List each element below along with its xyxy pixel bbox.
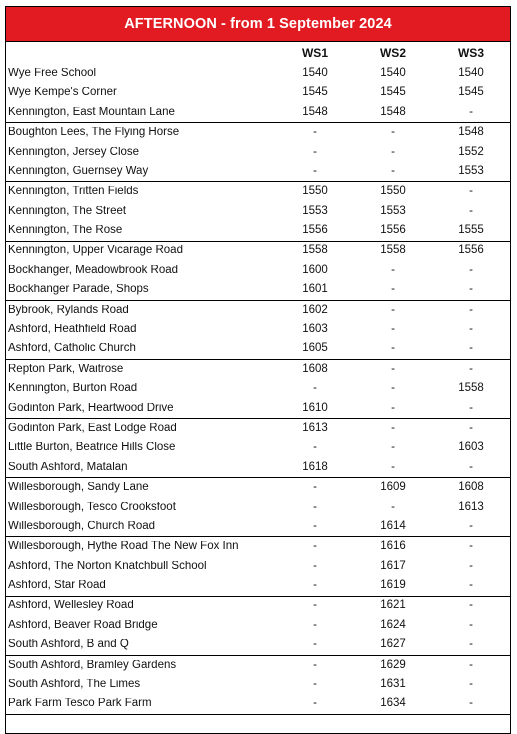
time-ws3: - xyxy=(469,362,473,375)
stop-name: Bockhanger, Meadowbrook Road xyxy=(8,264,179,276)
time-ws3: 1556 xyxy=(458,244,484,257)
time-ws1: 1550 xyxy=(302,185,328,198)
stop-name: Kennington, Jersey Close xyxy=(8,146,140,158)
time-ws3: - xyxy=(469,342,473,355)
time-ws3: - xyxy=(469,185,473,198)
time-ws3: - xyxy=(469,638,473,651)
stop-name: Willesborough, Hythe Road The New Fox Inn xyxy=(8,541,239,553)
time-ws2: - xyxy=(391,500,395,513)
table-row xyxy=(6,261,510,280)
table-row xyxy=(6,695,510,714)
stop-name: Kennington, East Mountain Lane xyxy=(8,106,175,118)
time-ws3: 1553 xyxy=(458,164,484,177)
time-ws3: - xyxy=(469,401,473,414)
stop-name: South Ashford, Matalan xyxy=(8,461,128,473)
stop-name: Ashford, Heathfield Road xyxy=(8,324,137,336)
time-ws3: - xyxy=(469,540,473,553)
time-ws1: - xyxy=(313,126,317,139)
stop-name: Godinton Park, Heartwood Drive xyxy=(8,402,174,414)
time-ws2: - xyxy=(391,382,395,395)
stop-name: Willesborough, Tesco Crooksfoot xyxy=(8,501,176,513)
time-ws2: 1545 xyxy=(380,86,406,99)
time-ws3: 1603 xyxy=(458,441,484,454)
time-ws2: 1553 xyxy=(380,204,406,217)
column-header-ws1: WS1 xyxy=(301,46,328,60)
stop-name: South Ashford, B and Q xyxy=(8,639,129,651)
time-ws3: - xyxy=(469,204,473,217)
time-ws1: 1618 xyxy=(302,460,328,473)
table-row xyxy=(6,103,510,122)
time-ws1: - xyxy=(313,697,317,710)
time-ws1: 1548 xyxy=(302,105,328,118)
table-row xyxy=(6,182,510,201)
time-ws3: - xyxy=(469,579,473,592)
table-row xyxy=(6,576,510,595)
stop-group xyxy=(6,359,510,418)
time-ws1: - xyxy=(313,559,317,572)
time-ws1: 1553 xyxy=(302,204,328,217)
time-ws1: 1556 xyxy=(302,224,328,237)
time-ws3: - xyxy=(469,559,473,572)
table-row xyxy=(6,656,510,675)
time-ws2: - xyxy=(391,303,395,316)
stop-group xyxy=(6,64,510,122)
table-row xyxy=(6,242,510,261)
time-ws2: 1556 xyxy=(380,224,406,237)
time-ws1: - xyxy=(313,638,317,651)
stop-name: Boughton Lees, The Flying Horse xyxy=(8,127,180,139)
table-row xyxy=(6,557,510,576)
column-header-ws2: WS2 xyxy=(379,46,406,60)
time-ws1: 1608 xyxy=(302,362,328,375)
stop-name: Wye Kempe's Corner xyxy=(8,87,117,99)
time-ws1: - xyxy=(313,658,317,671)
time-ws2: - xyxy=(391,401,395,414)
table-row xyxy=(6,675,510,694)
table-row xyxy=(6,301,510,320)
time-ws1: 1600 xyxy=(302,263,328,276)
time-ws1: 1613 xyxy=(302,421,328,434)
time-ws3: - xyxy=(469,599,473,612)
stop-name: Kennington, The Rose xyxy=(8,225,123,237)
time-ws1: - xyxy=(313,164,317,177)
stop-group xyxy=(6,477,510,536)
time-ws3: 1613 xyxy=(458,500,484,513)
stop-name: South Ashford, Bramley Gardens xyxy=(8,659,177,671)
time-ws2: 1617 xyxy=(380,559,406,572)
time-ws1: - xyxy=(313,500,317,513)
stop-name: South Ashford, The Limes xyxy=(8,679,141,691)
time-ws1: 1545 xyxy=(302,86,328,99)
time-ws2: 1631 xyxy=(380,678,406,691)
time-ws3: - xyxy=(469,678,473,691)
table-row xyxy=(6,438,510,457)
stop-group xyxy=(6,181,510,240)
stop-group xyxy=(6,122,510,181)
time-ws2: - xyxy=(391,342,395,355)
time-ws1: - xyxy=(313,618,317,631)
table-row xyxy=(6,399,510,418)
time-ws2: - xyxy=(391,126,395,139)
stop-name: Ashford, Beaver Road Bridge xyxy=(8,619,158,631)
time-ws3: - xyxy=(469,618,473,631)
stop-name: Wye Free School xyxy=(8,67,97,79)
time-ws3: 1552 xyxy=(458,145,484,158)
table-row xyxy=(6,280,510,299)
time-ws3: - xyxy=(469,323,473,336)
time-ws3: - xyxy=(469,421,473,434)
table-row xyxy=(6,320,510,339)
stop-name: Ashford, Wellesley Road xyxy=(8,600,134,612)
timetable xyxy=(5,6,511,734)
time-ws3: - xyxy=(469,697,473,710)
time-ws1: - xyxy=(313,145,317,158)
stop-name: Bockhanger Parade, Shops xyxy=(8,284,149,296)
stop-group xyxy=(6,596,510,655)
table-row xyxy=(6,123,510,142)
table-row xyxy=(6,537,510,556)
column-header-row xyxy=(6,42,510,64)
stop-name: Kennington, Tritten Fields xyxy=(8,186,139,198)
stop-name: Kennington, Burton Road xyxy=(8,383,138,395)
table-row xyxy=(6,458,510,477)
stop-group xyxy=(6,418,510,477)
time-ws3: 1545 xyxy=(458,86,484,99)
time-ws2: 1621 xyxy=(380,599,406,612)
stop-name: Ashford, Star Road xyxy=(8,580,106,592)
table-row xyxy=(6,202,510,221)
time-ws1: 1605 xyxy=(302,342,328,355)
time-ws3: 1555 xyxy=(458,224,484,237)
time-ws1: 1610 xyxy=(302,401,328,414)
time-ws2: 1634 xyxy=(380,697,406,710)
table-row xyxy=(6,616,510,635)
blank-footer-row xyxy=(6,714,510,733)
time-ws1: 1603 xyxy=(302,323,328,336)
time-ws3: 1558 xyxy=(458,382,484,395)
timetable-body xyxy=(6,64,510,714)
time-ws2: 1616 xyxy=(380,540,406,553)
table-row xyxy=(6,64,510,83)
time-ws2: 1609 xyxy=(380,481,406,494)
table-row xyxy=(6,635,510,654)
time-ws3: - xyxy=(469,303,473,316)
time-ws2: 1627 xyxy=(380,638,406,651)
table-row xyxy=(6,419,510,438)
time-ws2: 1540 xyxy=(380,66,406,79)
stop-name: Little Burton, Beatrice Hills Close xyxy=(8,442,176,454)
stop-name: Kennington, Guernsey Way xyxy=(8,165,149,177)
time-ws2: - xyxy=(391,145,395,158)
time-ws3: - xyxy=(469,283,473,296)
table-row xyxy=(6,597,510,616)
table-row xyxy=(6,143,510,162)
time-ws2: 1614 xyxy=(380,519,406,532)
time-ws2: 1619 xyxy=(380,579,406,592)
time-ws1: - xyxy=(313,599,317,612)
time-ws2: - xyxy=(391,441,395,454)
table-row xyxy=(6,162,510,181)
time-ws1: - xyxy=(313,481,317,494)
table-row xyxy=(6,517,510,536)
time-ws3: - xyxy=(469,460,473,473)
time-ws3: 1608 xyxy=(458,481,484,494)
table-row xyxy=(6,221,510,240)
time-ws1: - xyxy=(313,579,317,592)
time-ws2: - xyxy=(391,421,395,434)
time-ws2: 1629 xyxy=(380,658,406,671)
time-ws3: - xyxy=(469,658,473,671)
stop-group xyxy=(6,241,510,300)
table-row xyxy=(6,498,510,517)
time-ws1: - xyxy=(313,540,317,553)
time-ws2: 1548 xyxy=(380,105,406,118)
stop-group xyxy=(6,655,510,714)
table-row xyxy=(6,83,510,102)
table-row xyxy=(6,379,510,398)
time-ws2: 1550 xyxy=(380,185,406,198)
stop-name: Ashford, Catholic Church xyxy=(8,343,136,355)
stop-group xyxy=(6,536,510,595)
timetable-title: AFTERNOON - from 1 September 2024 xyxy=(6,7,510,42)
time-ws1: 1558 xyxy=(302,244,328,257)
stop-name: Kennington, The Street xyxy=(8,205,127,217)
time-ws1: - xyxy=(313,441,317,454)
stop-name: Kennington, Upper Vicarage Road xyxy=(8,245,183,257)
stop-name: Willesborough, Church Road xyxy=(8,520,156,532)
time-ws1: 1602 xyxy=(302,303,328,316)
table-row xyxy=(6,339,510,358)
column-header-ws3: WS3 xyxy=(457,46,484,60)
time-ws2: - xyxy=(391,283,395,296)
time-ws2: - xyxy=(391,362,395,375)
time-ws2: - xyxy=(391,164,395,177)
time-ws1: - xyxy=(313,678,317,691)
time-ws2: - xyxy=(391,263,395,276)
time-ws1: - xyxy=(313,382,317,395)
table-row xyxy=(6,360,510,379)
time-ws1: 1601 xyxy=(302,283,328,296)
stop-group xyxy=(6,300,510,359)
time-ws2: 1624 xyxy=(380,618,406,631)
stop-name: Godinton Park, East Lodge Road xyxy=(8,422,177,434)
time-ws2: 1558 xyxy=(380,244,406,257)
time-ws3: - xyxy=(469,263,473,276)
time-ws1: 1540 xyxy=(302,66,328,79)
time-ws2: - xyxy=(391,323,395,336)
stop-name: Bybrook, Rylands Road xyxy=(8,304,129,316)
stop-name: Park Farm Tesco Park Farm xyxy=(8,698,152,710)
table-row xyxy=(6,478,510,497)
stop-name: Willesborough, Sandy Lane xyxy=(8,482,149,494)
stop-name: Ashford, The Norton Knatchbull School xyxy=(8,560,207,572)
time-ws3: - xyxy=(469,105,473,118)
time-ws3: 1548 xyxy=(458,126,484,139)
stop-name: Repton Park, Waitrose xyxy=(8,363,124,375)
time-ws1: - xyxy=(313,519,317,532)
time-ws3: - xyxy=(469,519,473,532)
time-ws3: 1540 xyxy=(458,66,484,79)
time-ws2: - xyxy=(391,460,395,473)
